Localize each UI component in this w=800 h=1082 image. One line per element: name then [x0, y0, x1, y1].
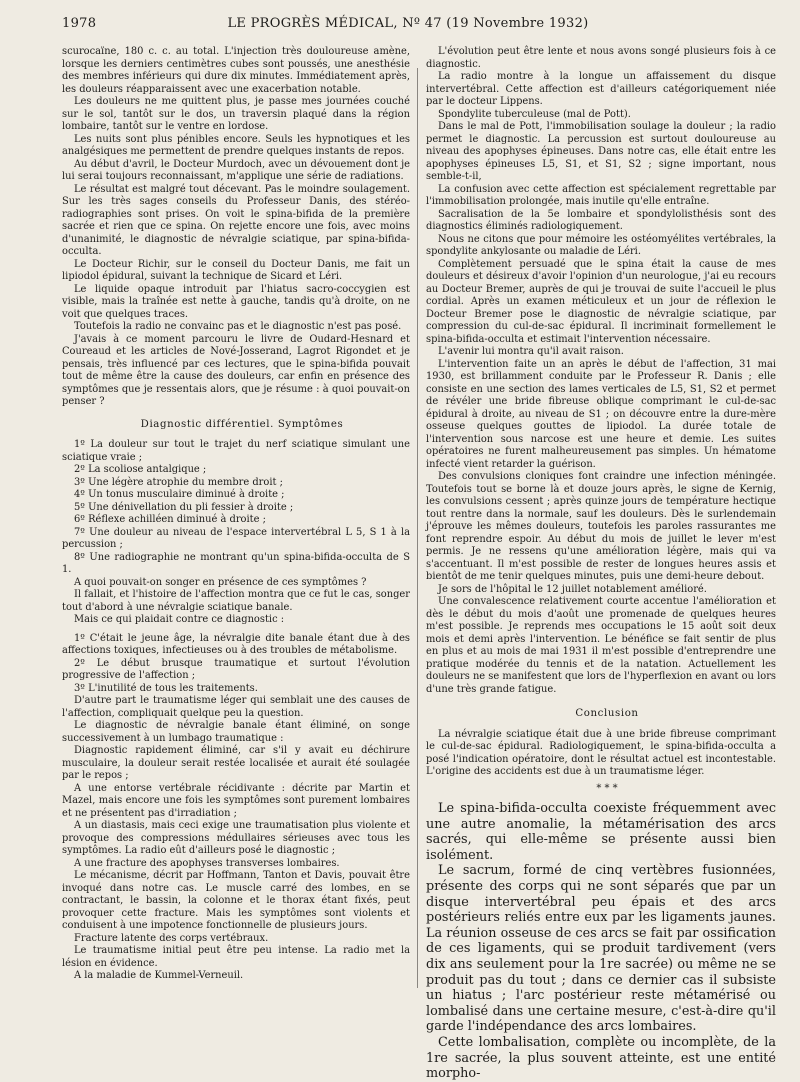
large-text-block	[426, 801, 776, 1082]
paragraph: Sacralisation de la 5e lombaire et spondylolisthésis sont des diagnostics éliminés radiologiquement.	[426, 208, 776, 232]
list-item: 3º Une légère atrophie du membre droit ;	[74, 476, 283, 488]
paragraph: Des convulsions cloniques font craindre une infection méningée. Toutefois tout se borne là et douze jours après, le signe de Kernig, les convulsions cessent ; après quinze jours de température hectique tout rentre dans la normale, sauf les douleurs. Dès le surlendemain j'éprouve les mêmes douleurs, toutefois les paroles rassurantes me font reprendre espoir. Au début du mois de juillet le lever m'est permis. Je ne ressens qu'une amélioration légère, mais qui va s'accentuant. Il m'est possible de rester de longues heures assis et bientôt de me tenir quelques minutes, puis une demi-heure debout.	[426, 471, 776, 582]
paragraph: Le traumatisme initial peut être peu intense. La radio met la lésion en évidence.	[62, 945, 410, 969]
paragraph: Complètement persuadé que le spina était la cause de mes douleurs et désireux d'avoir l'opinion d'un neurologue, j'ai eu recours au Docteur Bremer, auprès de qui je trouvai de suite l'accueil le plus cordial. Après un examen méticuleux et un jour de réflexion le Docteur Bremer pose le diagnostic de névralgie sciatique, par compression du cul-de-sac épidural. Il incriminait formellement le spina-bifida-occulta et estimait l'intervention nécessaire.	[426, 258, 776, 345]
paragraph: La confusion avec cette affection est spécialement regrettable par l'immobilisation prolongée, mais inutile qu'elle entraîne.	[426, 183, 776, 207]
paragraph: 2º Le début brusque traumatique et surtout l'évolution progressive de l'affection ;	[62, 657, 410, 681]
paragraph: La radio montre à la longue un affaissement du disque intervertébral. Cette affection est d'ailleurs catégoriquement niée par le docteur Lippens.	[426, 71, 776, 107]
paragraph: Le liquide opaque introduit par l'hiatus sacro-coccygien est visible, mais la traînée est nette à gauche, tandis qu'à droite, on ne voit que quelques traces.	[62, 283, 410, 320]
list-item: 6º Réflexe achilléen diminué à droite ;	[74, 514, 266, 525]
paragraph: Le mécanisme, décrit par Hoffmann, Tanton et Davis, pouvait être invoqué dans notre cas. Le muscle carré des lombes, en se contractant, le bassin, la colonne et le thorax étant fixés, peut provoquer cette fracture. Mais les symptômes sont violents et conduisent à une impotence fonctionnelle de plusieurs jours.	[62, 870, 410, 931]
list-item: 5º Une dénivellation du pli fessier à droite ;	[74, 501, 294, 513]
paragraph: Fracture latente des corps vertébraux.	[74, 932, 269, 944]
paragraph: Il fallait, et l'histoire de l'affection montra que ce fut le cas, songer tout d'abord à une névralgie sciatique banale.	[62, 589, 410, 613]
paragraph: Les nuits sont plus pénibles encore. Seuls les hypnotiques et les analgésiques me permettent de prendre quelques instants de repos.	[62, 133, 410, 157]
paragraph: A une entorse vertébrale récidivante : décrite par Martin et Mazel, mais encore une fois les symptômes sont purement lombaires et ne présentent pas d'irradiation ;	[62, 782, 410, 819]
paragraph: Au début d'avril, le Docteur Murdoch, avec un dévouement dont je lui serai toujours reconnaissant, m'applique une série de radiations.	[62, 158, 410, 182]
paragraph: La névralgie sciatique était due à une bride fibreuse comprimant le cul-de-sac épidural. Radiologiquement, le spina-bifida-occulta a posé l'indication opératoire, dont le résultat actuel est incontestable. L'origine des accidents est due à un traumatisme léger.	[426, 728, 776, 777]
section-heading: Diagnostic différentiel. Symptômes	[140, 418, 344, 430]
paragraph: Le diagnostic de névralgie banale étant éliminé, on songe successivement à un lumbago traumatique :	[62, 720, 410, 744]
list-item: 8º Une radiographie ne montrant qu'un spina-bifida-occulta de S 1.	[62, 551, 410, 575]
right-column	[426, 46, 776, 1082]
paragraph: Nous ne citons que pour mémoire les ostéomyélites vertébrales, la spondylite ankylosante ou maladie de Léri.	[426, 233, 776, 257]
paragraph: L'évolution peut être lente et nous avons songé plusieurs fois à ce diagnostic.	[426, 46, 776, 70]
column-divider	[417, 68, 418, 988]
paragraph: Mais ce qui plaidait contre ce diagnostic :	[74, 614, 285, 625]
list-item: 7º Une douleur au niveau de l'espace intervertébral L 5, S 1 à la percussion ;	[62, 526, 410, 550]
paragraph: A une fracture des apophyses transverses lombaires.	[74, 857, 340, 869]
list-item: 4º Un tonus musculaire diminué à droite ;	[74, 489, 285, 500]
paragraph: L'avenir lui montra qu'il avait raison.	[438, 346, 624, 357]
paragraph: D'autre part le traumatisme léger qui semblait une des causes de l'affection, compliquait quelque peu la question.	[62, 695, 410, 719]
list-item: 2º La scoliose antalgique ;	[74, 464, 207, 475]
paragraph: 3º L'inutilité de tous les traitements.	[74, 682, 258, 694]
paragraph: A quoi pouvait-on songer en présence de ces symptômes ?	[74, 576, 367, 588]
paragraph: Toutefois la radio ne convainc pas et le diagnostic n'est pas posé.	[74, 321, 402, 332]
paragraph: Le résultat est malgré tout décevant. Pas le moindre soulagement. Sur les très sages conseils du Professeur Danis, des stéréo-radiographies sont prises. On voit le spina-bifida de la première sacrée et rien que ce spina. On rejette encore une fois, avec moins d'unanimité, le diagnostic de névralgie sciatique, par spina-bifida-occulta.	[62, 183, 410, 257]
page-header	[62, 16, 754, 36]
section-separator: * * *	[596, 782, 618, 794]
paragraph: A la maladie de Kummel-Verneuil.	[74, 970, 244, 981]
page-number: 1978	[62, 16, 97, 31]
paragraph: Dans le mal de Pott, l'immobilisation soulage la douleur ; la radio permet le diagnostic. La percussion est surtout douloureuse au niveau des apophyses épineuses. Dans notre cas, elle était entre les apophyses épineuses L5, S1, et S1, S2 ; signe important, nous semble-t-il,	[426, 121, 776, 182]
conclusion-heading: Conclusion	[575, 708, 639, 719]
paragraph: Spondylite tuberculeuse (mal de Pott).	[438, 108, 631, 120]
left-column	[62, 46, 410, 983]
running-title: LE PROGRÈS MÉDICAL, Nº 47 (19 Novembre 1932)	[227, 16, 589, 31]
paragraph: 1º C'était le jeune âge, la névralgie dite banale étant due à des affections toxiques, infectieuses ou à des troubles de métabolisme.	[62, 632, 410, 656]
paragraph: Le Docteur Richir, sur le conseil du Docteur Danis, me fait un lipiodol épidural, suivant la technique de Sicard et Léri.	[62, 258, 410, 282]
paragraph: Une convalescence relativement courte accentue l'amélioration et dès le début du mois d'août une promenade de quelques heures m'est possible. Je reprends mes occupations le 15 août soit deux mois et demi après l'intervention. Le bénéfice se fait sentir de plus en plus et au mois de mai 1931 il m'est possible d'entreprendre une pratique modérée du tennis et de la natation. Actuellement les douleurs ne se manifestent que lors de l'hyperflexion en avant ou lors d'une très grande fatigue.	[426, 596, 776, 695]
paragraph: Les douleurs ne me quittent plus, je passe mes journées couché sur le sol, tantôt sur le dos, un traversin plaqué dans la région lombaire, tantôt sur le ventre en lordose.	[62, 96, 410, 132]
paragraph: A un diastasis, mais ceci exige une traumatisation plus violente et provoque des compressions médullaires sérieuses avec tous les symptômes. La radio eût d'ailleurs posé le diagnostic ;	[62, 820, 410, 856]
paragraph: Cette lombalisation, complète ou incomplète, de la 1re sacrée, la plus souvent atteinte, est une entité morpho-	[426, 1034, 776, 1082]
paragraph: scurocaïne, 180 c. c. au total. L'injection très douloureuse amène, lorsque les derniers centimètres cubes sont poussés, une anesthésie des membres inférieurs qui dure dix minutes. Immédiatement après, les douleurs réapparaissent avec une exacerbation notable.	[62, 46, 410, 95]
paragraph: Diagnostic rapidement éliminé, car s'il y avait eu déchirure musculaire, la douleur serait restée localisée et aurait été soulagée par le repos ;	[62, 745, 410, 781]
paragraph: Le spina-bifida-occulta coexiste fréquemment avec une autre anomalie, la métamérisation des arcs sacrés, qui elle-même se présente aussi bien isolément.	[426, 801, 776, 863]
paragraph: L'intervention faite un an après le début de l'affection, 31 mai 1930, est brillamment conduite par le Professeur R. Danis ; elle consiste en une section des lames verticales de L5, S1, S2 et permet de révéler une bride fibreuse oblique comprimant le cul-de-sac épidural à droite, au niveau de S1 ; on découvre entre la dure-mère osseuse quelques gouttes de lipiodol. La durée totale de l'intervention sous narcose est une heure et demie. Les suites opératoires ne furent malheureusement pas simples. Un hématome infecté vient retarder la guérison.	[426, 358, 776, 470]
paragraph: J'avais à ce moment parcouru le livre de Oudard-Hesnard et Coureaud et les articles de Nové-Josserand, Lagrot Rigondet et je pensais, très influencé par ces lectures, que le spina-bifida pouvait tout de même être la cause des douleurs, car enfin en présence des symptômes que je ressentais alors, que je résume : à quoi pouvait-on penser ?	[62, 333, 410, 407]
paragraph: Je sors de l'hôpital le 12 juillet notablement amélioré.	[438, 583, 707, 595]
list-item: 1º La douleur sur tout le trajet du nerf sciatique simulant une sciatique vraie ;	[62, 439, 410, 463]
paragraph: Le sacrum, formé de cinq vertèbres fusionnées, présente des corps qui ne sont séparés que par un disque intervertébral peu épais et des arcs postérieurs reliés entre eux par les ligaments jaunes. La réunion osseuse de ces arcs se fait par ossification de ces ligaments, qui se produit tardivement (vers dix ans seulement pour la 1re sacrée) ou même ne se produit pas du tout ; dans ce dernier cas il subsiste un hiatus ; l'arc postérieur reste métamérisé ou lombalisé dans une certaine mesure, c'est-à-dire qu'il garde l'indépendance des arcs lombaires.	[426, 863, 776, 1035]
